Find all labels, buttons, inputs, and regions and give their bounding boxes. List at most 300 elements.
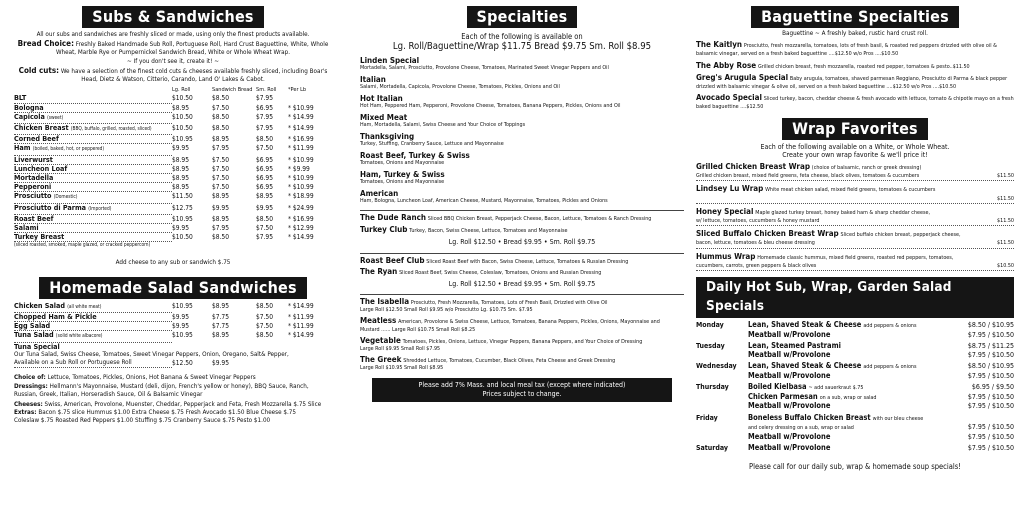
wrap-line-1 (696, 253, 1014, 262)
daily-row (696, 414, 1014, 442)
wrap-name: Grilled Chicken Breast Wrap (696, 162, 810, 172)
wrap-item (696, 230, 1014, 248)
wrap-desc: Sliced buffalo chicken breast, pepperjack cheese, (840, 232, 961, 239)
tax-notice (372, 378, 672, 402)
item-note: (solid white albacore) (55, 334, 103, 340)
col-header-sm: Sm. Roll (256, 87, 277, 94)
tax-line-1: Please add 7% Mass. and local meal tax (except where indicated) (418, 381, 626, 390)
special-title: Meatball w/Provolone (748, 349, 831, 359)
wrap-list (696, 163, 1014, 271)
specialty-desc: Ham, Mortadella, Salami, Swiss Cheese and Your Choice of Toppings (360, 122, 526, 128)
price-lb: * $16.99 (288, 135, 314, 144)
price-lg: $9.95 (172, 224, 189, 233)
item-note: (all white meat) (67, 304, 102, 310)
price-lg: $11.50 (172, 192, 193, 201)
subs-header (14, 6, 332, 28)
price-lb: * $14.99 (288, 124, 314, 133)
special-title: Boiled Kielbasa (748, 382, 807, 392)
daily-row (696, 342, 1014, 359)
wrap-title: Wrap Favorites (782, 118, 928, 140)
item-name-cell (14, 94, 172, 103)
baguettine-item (696, 62, 1014, 71)
item-name: Luncheon Loaf (14, 164, 68, 173)
price-sm: $7.50 (256, 144, 273, 153)
price-sm: $6.95 (256, 155, 273, 164)
extras-text-2: Coleslaw $.75 Roasted Red Peppers $1.00 Stuffing $.75 Cranberry Sauce $.75 Pesto $1.00 (14, 417, 271, 425)
wrap-line-2 (696, 172, 1014, 181)
table-row (14, 174, 332, 183)
divider (360, 210, 684, 211)
dude-ranch-name: The Dude Ranch (360, 213, 426, 222)
price-sw: $8.50 (212, 112, 229, 121)
price-lg: $8.95 (172, 103, 189, 112)
tuna-special-sw: $9.95 (212, 359, 229, 368)
day-specials (748, 383, 1014, 411)
ryan-name: The Ryan (360, 266, 398, 276)
choice-label: Choice of: (14, 374, 46, 382)
baguettine-list (696, 41, 1014, 111)
extras-text-1: Bacon $.75 slice Hummus $1.00 Extra Cheese $.75 Fresh Avocado $1.50 Blue Cheese $.75 (38, 409, 297, 417)
day-name: Tuesday (696, 342, 725, 351)
baguettine-name: The Abby Rose (696, 60, 757, 70)
item-name-cell (14, 135, 172, 144)
wrap-line-2 (696, 217, 1014, 226)
special-line (748, 372, 1014, 381)
wrap-intro-1: Each of the following available on a White, or Whole Wheat. (760, 142, 950, 151)
price-lb: * $18.99 (288, 192, 314, 201)
price-lg: $9.95 (172, 322, 189, 331)
wrap-line-1 (696, 230, 1014, 239)
day-specials (748, 444, 1014, 453)
tuna-special-name: Tuna Special (14, 342, 60, 351)
subs-title: Subs & Sandwiches (82, 6, 263, 28)
item-name: Tuna Salad (14, 331, 54, 340)
column-baguettine-wraps (696, 6, 1014, 471)
greek-price: Large Roll $10.95 Small Roll $8.95 (360, 365, 444, 372)
special-price: $7.95 / $10.50 (967, 432, 1014, 441)
special-title: Meatball w/Provolone (748, 443, 831, 453)
meatless-desc: American, Provolone & Swiss Cheese, Lettuce, Tomatoes, Banana Peppers, Pickles, Onions, Mayonnaise and (398, 319, 660, 326)
price-lb: * $9.99 (288, 164, 310, 173)
price-sw: $7.50 (212, 155, 229, 164)
column-specialties (360, 6, 684, 402)
price-sw: $7.50 (212, 174, 229, 183)
table-row (14, 331, 332, 342)
wrap-desc-2: Grilled chicken breast, mixed field greens, feta cheese, black olives, tomatoes & cucumbers (696, 173, 920, 180)
item-name-cell (14, 165, 172, 174)
price-sm: $6.95 (256, 103, 273, 112)
item-note: (Imported) (88, 206, 112, 212)
wrap-header (696, 118, 1014, 140)
wrap-price: $11.50 (997, 218, 1014, 225)
price-sw: $7.50 (212, 183, 229, 192)
special-left (748, 414, 923, 424)
special-price: $7.95 / $10.50 (967, 402, 1014, 411)
item-name-cell (14, 183, 172, 192)
price-lg: $8.95 (172, 183, 189, 192)
price-lb: * $10.99 (288, 174, 314, 183)
specialty-name: Ham, Turkey & Swiss (360, 170, 445, 179)
price-sw: $9.95 (212, 203, 229, 212)
greek-name: The Greek (360, 354, 402, 364)
item-name-cell (14, 192, 172, 203)
special-note: ~ add sauerkraut $.75 (808, 385, 864, 392)
table-row (14, 113, 332, 124)
baguettine-item (696, 94, 1014, 111)
specialty-name: Roast Beef, Turkey & Swiss (360, 151, 470, 160)
price-sm: $6.95 (256, 183, 273, 192)
special-title: Lean, Shaved Steak & Cheese (748, 320, 862, 330)
day-specials (748, 362, 1014, 380)
add-cheese-note: Add cheese to any sub or sandwich $.75 (115, 258, 231, 266)
baguettine-name: The Kaitlyn (696, 40, 743, 50)
special-title: Meatball w/Provolone (748, 370, 831, 380)
special-price: $8.50 / $10.95 (967, 362, 1014, 371)
specialty-name: American (360, 189, 399, 198)
extras-label: Extras: (14, 409, 37, 417)
item-note: (BBQ, buffalo, grilled, roasted, sliced) (70, 127, 152, 133)
daily-row (696, 362, 1014, 380)
turkey-club-desc: Turkey, Bacon, Swiss Cheese, Lettuce, Tomatoes and Mayonnaise (409, 228, 568, 235)
baguettine-header (696, 6, 1014, 28)
wrap-name: Sliced Buffalo Chicken Breast Wrap (696, 229, 839, 239)
tuna-special-desc2: Available on a Sub Roll or Portuguese Roll (14, 359, 172, 368)
table-row (14, 156, 332, 165)
wrap-price: $11.50 (997, 195, 1014, 202)
col-header-lb: *Per Lb (288, 87, 307, 94)
item-name-cell (14, 215, 172, 224)
wrap-item (696, 208, 1014, 226)
special-title: Lean, Steamed Pastrami (748, 341, 841, 351)
divider (360, 294, 684, 295)
price-sm: $8.50 (256, 301, 273, 310)
day-name: Saturday (696, 444, 729, 453)
special-price: $7.95 / $10.50 (967, 392, 1014, 401)
special-note: add peppers & onions (863, 323, 917, 330)
salad-title: Homemade Salad Sandwiches (39, 277, 307, 299)
price-sm: $8.50 (256, 214, 273, 223)
baguettine-desc: Baby arugula, tomatoes, shaved parmesan Reggiano, Prosciutto di Parma & black pepper drizzled with balsamic vinegar & olive oil, served on a fresh baked baguettine ....$12.50 w/o Pros ....$10.50 (696, 75, 1008, 91)
special-price: $7.95 / $10.50 (967, 444, 1014, 453)
bread-text: Freshly Baked Handmade Sub Roll, Portuguese Roll, Hard Crust Baguettine, White, Whole Wheat, Marble Rye or Pumpernickel Sandwich Bread, White or Whole Wheat Wrap. (55, 41, 329, 57)
item-name-cell (14, 233, 172, 242)
salad-rows (14, 302, 332, 343)
item-name: Egg Salad (14, 322, 51, 331)
table-row (14, 204, 332, 215)
price-sw: $8.95 (212, 301, 229, 310)
isabella-price: Large Roll $12.50 Small Roll $9.95 w/o Prosciutto Lg. $10.75 Sm. $7.95 (360, 307, 533, 314)
price-lg: $10.50 (172, 94, 193, 103)
baguettine-item (696, 74, 1014, 91)
item-name: Bologna (14, 103, 44, 112)
table-row (14, 124, 332, 135)
wrap-name: Honey Special (696, 206, 754, 216)
item-name: Chicken Breast (14, 124, 69, 133)
special-note: on a sub, wrap or salad (819, 394, 877, 401)
specialty-name: Linden Special (360, 56, 420, 65)
cold-cut-rows (14, 94, 332, 242)
price-sm: $8.50 (256, 135, 273, 144)
wrap-line-2 (696, 239, 1014, 248)
price-sm: $8.95 (256, 192, 273, 201)
special-line (748, 331, 1014, 340)
day-name: Monday (696, 321, 724, 330)
wrap-line-2 (696, 262, 1014, 271)
column-subs (14, 6, 332, 426)
price-lb: * $11.99 (288, 313, 314, 322)
special-note: add peppers & onions (863, 364, 917, 371)
item-name: Pepperoni (14, 183, 52, 192)
special-left (748, 402, 830, 411)
special-line (748, 402, 1014, 411)
special-line (748, 351, 1014, 360)
day-specials (748, 342, 1014, 359)
baguettine-desc: Prosciutto, fresh mozzarella, tomatoes, lots of fresh basil, & roasted red peppers drizzled with olive oil & balsamic vinegar, served on a fresh baked baguettine ....$12.50 w/o Pros ....$10.50 (696, 43, 997, 58)
wrap-desc-2: w/ lettuce, tomatoes, cucumbers & honey mustard (696, 218, 820, 225)
subs-intro: All our subs and sandwiches are freshly sliced or made, using only the finest products available. (36, 31, 310, 38)
vegetable-name: Vegetable (360, 335, 401, 345)
cold-cuts-label: Cold cuts: (18, 65, 60, 75)
roast-beef-club-desc: Sliced Roast Beef with Bacon, Swiss Cheese, Lettuce, Tomatoes & Russian Dressing (426, 258, 629, 265)
price-sw: $8.95 (212, 331, 229, 340)
price-sm: $7.50 (256, 322, 273, 331)
special-line (748, 444, 1014, 453)
special-line (748, 433, 1014, 442)
item-name: Salami (14, 224, 39, 233)
col-header-sandwich: Sandwich Bread (212, 87, 253, 94)
table-row (14, 302, 332, 313)
specialties-price-line: Lg. Roll/Baguettine/Wrap $11.75 Bread $9.75 Sm. Roll $8.95 (392, 41, 652, 52)
create-it-text: ~ If you don't see it, create it! ~ (127, 57, 219, 65)
baguettine-title: Baguettine Specialties (751, 6, 959, 28)
col-header-lg: Lg. Roll (172, 87, 191, 94)
day-name: Thursday (696, 383, 729, 392)
specialty-name: Hot Italian (360, 94, 403, 103)
price-lb: * $10.99 (288, 183, 314, 192)
turkey-club-name: Turkey Club (360, 225, 408, 235)
baguettine-name: Greg's Arugula Special (696, 72, 789, 82)
cold-cut-table (14, 86, 332, 94)
table-row (14, 192, 332, 203)
wrap-intro-2: Create your own wrap favorite & we'll price it! (782, 150, 928, 159)
wrap-desc: Maple glazed turkey breast, honey baked ham & sharp cheddar cheese, (755, 209, 931, 216)
wrap-item (696, 185, 1014, 203)
specialties-intro: Each of the following is available on (461, 32, 583, 41)
price-lb: * $10.99 (288, 155, 314, 164)
table-row (14, 144, 332, 155)
special-left (748, 433, 830, 442)
item-note: (boiled, baked, hot, or peppered) (32, 147, 105, 153)
table-row (14, 322, 332, 331)
item-name-cell (14, 104, 172, 113)
price-sw: $7.50 (212, 103, 229, 112)
table-row (14, 313, 332, 322)
wrap-line-2 (696, 195, 1014, 204)
price-sm: $9.95 (256, 203, 273, 212)
price-sw: $8.50 (212, 124, 229, 133)
item-name: Prosciutto di Parma (14, 203, 87, 212)
daily-title: Daily Hot Sub, Wrap, Garden Salad Specials (696, 277, 1014, 318)
price-lg: $12.75 (172, 203, 193, 212)
table-row (14, 224, 332, 233)
price-sm: $6.95 (256, 164, 273, 173)
day-name: Wednesday (696, 362, 737, 371)
item-name: Mortadella (14, 174, 54, 183)
price-sw: $7.95 (212, 144, 229, 153)
wrap-line-1 (696, 185, 1014, 194)
special-note: and celery dressing on a sub, wrap or salad (748, 425, 854, 432)
daily-header (696, 277, 1014, 318)
special-title: Meatball w/Provolone (748, 401, 831, 411)
item-name-cell (14, 156, 172, 165)
price-lg: $8.95 (172, 174, 189, 183)
price-sm: $7.50 (256, 224, 273, 233)
price-sw: $8.50 (212, 94, 229, 103)
price-sw: $8.50 (212, 233, 229, 242)
price-sm: $8.50 (256, 331, 273, 340)
table-row (14, 94, 332, 103)
cheeses-label: Cheeses: (14, 400, 43, 408)
wrap-desc-2: bacon, lettuce, tomatoes & bleu cheese dressing (696, 240, 815, 247)
item-name-cell (14, 313, 172, 322)
price-sw: $8.95 (212, 135, 229, 144)
item-name: Chicken Salad (14, 301, 65, 310)
dressings-label: Dressings: (14, 382, 48, 390)
tuna-special-row (14, 343, 332, 351)
wrap-price: $10.50 (997, 262, 1014, 269)
meatless-price: Mustard ...... Large Roll $10.75 Small Roll $8.25 (360, 326, 476, 333)
item-name: Ham (14, 144, 31, 153)
price-lb: * $11.99 (288, 144, 314, 153)
wrap-desc: Homemade classic hummus, mixed field greens, roasted red peppers, tomatoes, (757, 254, 954, 261)
price-lb: * $11.99 (288, 322, 314, 331)
price-sm: $7.50 (256, 313, 273, 322)
special-title: Meatball w/Provolone (748, 329, 831, 339)
special-left (748, 331, 830, 340)
item-name-cell (14, 204, 172, 215)
special-line (748, 414, 1014, 424)
special-left (748, 372, 830, 381)
table-row (14, 215, 332, 224)
ryan-price: Lg. Roll $12.50 • Bread $9.95 • Sm. Roll $9.75 (448, 280, 596, 289)
special-title: Boneless Buffalo Chicken Breast (748, 412, 871, 422)
specialty-desc: Mortadella, Salami, Prosciutto, Provolone Cheese, Tomatoes, Marinated Sweet Vinegar Peppers and Oil (360, 65, 609, 71)
specialty-name: Mixed Meat (360, 113, 408, 122)
baguettine-item (696, 41, 1014, 58)
table-row (14, 183, 332, 192)
wrap-price: $11.50 (997, 240, 1014, 247)
isabella-desc: Prosciutto, Fresh Mozzarella, Tomatoes, Lots of Fresh Basil, Drizzled with Olive Oil (410, 300, 608, 307)
price-sw: $7.95 (212, 224, 229, 233)
dressings-text: Hellmann's Mayonnaise, Mustard (deli, dijon, French's yellow or honey), BBQ Sauce, Ranch, Russian, Greek, Italian, Horseradish Sauce, Oil & Balsamic Vinegar (14, 382, 309, 398)
item-name: Prosciutto (14, 192, 52, 201)
item-note: (Domestic) (53, 195, 78, 201)
item-name-cell (14, 174, 172, 183)
price-lb: * $14.99 (288, 233, 314, 242)
turkey-club-price: Lg. Roll $12.50 • Bread $9.95 • Sm. Roll $9.75 (448, 238, 596, 247)
special-title: Chicken Parmesan (748, 391, 818, 401)
item-name: Turkey Breast (14, 233, 65, 242)
wrap-desc-2: cucumbers, carrots, green peppers & black olives (696, 262, 817, 269)
price-lg: $10.95 (172, 135, 193, 144)
day-specials (748, 321, 1014, 339)
bread-label: Bread Choice: (17, 39, 74, 49)
price-lg: $8.95 (172, 164, 189, 173)
day-specials (748, 414, 1014, 442)
wrap-line-1 (696, 163, 1014, 172)
table-row (14, 233, 332, 242)
special-price: $7.95 / $10.50 (967, 371, 1014, 380)
vegetable-price: Large Roll $9.95 Small Roll $7.95 (360, 345, 441, 352)
price-sm: $7.95 (256, 124, 273, 133)
price-lg: $8.95 (172, 155, 189, 164)
wrap-name: Hummus Wrap (696, 251, 756, 261)
wrap-desc: White meat chicken salad, mixed field greens, tomatoes & cucumbers (765, 187, 936, 194)
price-lb: * $14.99 (288, 331, 314, 340)
special-price: $6.95 / $9.50 (971, 383, 1014, 392)
specialty-desc: Tomatoes, Onions and Mayonnaise (360, 179, 445, 185)
meatless-name: Meatless (360, 316, 397, 326)
special-price: $7.95 / $10.50 (967, 330, 1014, 339)
tax-line-2: Prices subject to change. (482, 390, 562, 399)
tuna-special-lg: $12.50 (172, 359, 193, 368)
day-name: Friday (696, 413, 718, 422)
cold-cuts-text: We have a selection of the finest cold cuts & cheeses available freshly sliced, including Boar's Head, Dietz & Watson, Citterio, Carando, Land O' Lakes & Cabot. (60, 67, 328, 84)
price-sm: $7.95 (256, 112, 273, 121)
price-lg: $9.95 (172, 144, 189, 153)
special-price: $8.50 / $10.95 (967, 321, 1014, 330)
special-title: Meatball w/Provolone (748, 431, 831, 441)
wrap-line-1 (696, 208, 1014, 217)
isabella-name: The Isabella (360, 297, 410, 307)
price-lb (288, 94, 328, 103)
tuna-special-price-row (14, 359, 332, 368)
special-note: with our bleu cheese (872, 415, 924, 422)
price-sw: $7.75 (212, 313, 229, 322)
item-note: (sweet) (47, 115, 64, 121)
price-sm: $7.95 (256, 94, 273, 103)
item-name: Liverwurst (14, 155, 53, 164)
specialty-desc: Tomatoes, Onions and Mayonnaise (360, 160, 445, 166)
baguettine-intro: Baguettine ~ A freshly baked, rustic hard crust roll. (782, 30, 928, 37)
item-name-cell (14, 322, 172, 331)
divider (360, 253, 684, 254)
price-sw: $8.95 (212, 192, 229, 201)
price-sm: $6.95 (256, 174, 273, 183)
specialty-desc: Ham, Bologna, Luncheon Loaf, American Cheese, Mustard, Mayonnaise, Tomatoes, Pickles and Onions (360, 198, 608, 204)
item-name: Chopped Ham & Pickle (14, 313, 97, 322)
turkey-note: (sliced roasted, smoked, maple glazed, or cracked peppercorn) (14, 243, 151, 249)
price-lg: $10.50 (172, 124, 193, 133)
wrap-item (696, 163, 1014, 181)
price-sw: $7.50 (212, 164, 229, 173)
specialty-desc: Turkey, Stuffing, Cranberry Sauce, Lettuce and Mayonnaise (360, 141, 504, 147)
specialties-title: Specialties (467, 6, 578, 28)
item-name: Capicola (14, 112, 45, 121)
wrap-price: $11.50 (997, 173, 1014, 180)
daily-list (696, 321, 1014, 453)
specialty-desc: Hot Ham, Peppered Ham, Pepperoni, Provolone Cheese, Tomatoes, Banana Peppers, Pickles, Onions and Oil (360, 103, 621, 109)
price-lb: * $24.99 (288, 203, 314, 212)
price-lg: $10.50 (172, 112, 193, 121)
wrap-name: Lindsey Lu Wrap (696, 184, 764, 194)
cheeses-text: Swiss, American, Provolone, Muenster, Cheddar, Pepperjack and Feta, Fresh Mozzarella $.75 Slice (44, 400, 322, 408)
special-left (748, 444, 830, 453)
specialty-name: Thanksgiving (360, 132, 415, 141)
price-lb: * $16.99 (288, 214, 314, 223)
special-price: $7.95 / $10.50 (967, 423, 1014, 432)
price-lb: * $10.99 (288, 103, 314, 112)
